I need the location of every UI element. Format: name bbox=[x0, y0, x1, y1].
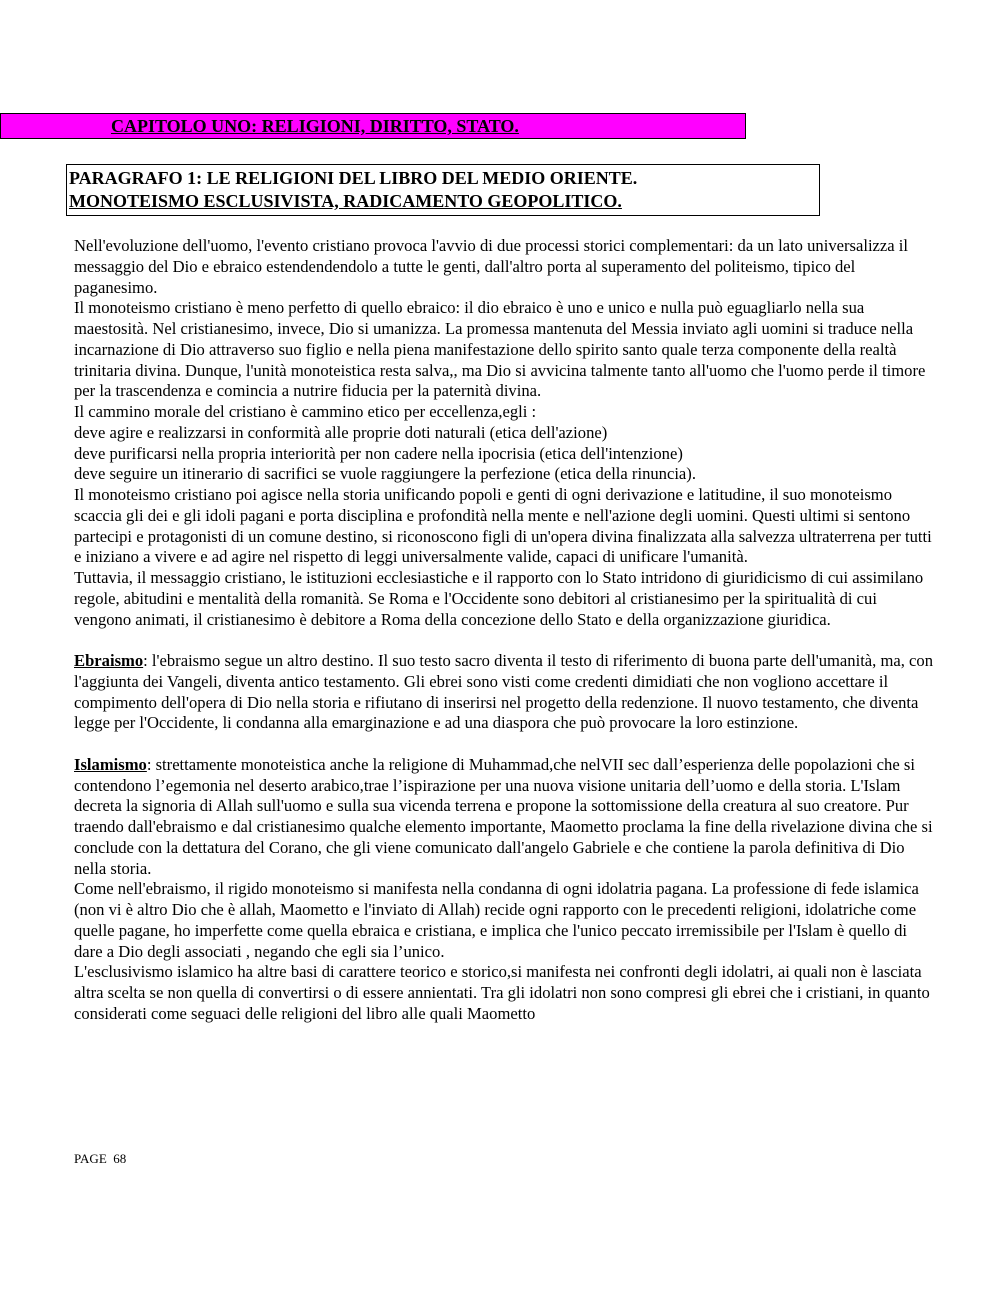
body-paragraph: Nell'evoluzione dell'uomo, l'evento cristiano provoca l'avvio di due processi storici complementari: da un lato universalizza il messaggio del Dio e ebraico estendendendolo a tutte le genti, dall'altro porta al superamento del politeismo, tipico del paganesimo. bbox=[74, 236, 909, 297]
document-body bbox=[74, 236, 936, 1025]
islamismo-section bbox=[74, 755, 936, 880]
ebraismo-term: Ebraismo bbox=[74, 651, 144, 670]
body-paragraph: Come nell'ebraismo, il rigido monoteismo si manifesta nella condanna di ogni idolatria pagana. La professione di fede islamica (non vi è altro Dio che è allah, Maometto e l'inviato di Allah) recide ogni rapporto con le precedenti religioni, idolatriche come quelle pagane, ho imperfette come quella ebraica e cristiana, e implica che l'unico peccato irremissibile per l'Islam è quello di dare a Dio degli associati , negando che egli sia l’unico. bbox=[74, 879, 919, 961]
paragraph-heading-line-2: MONOTEISMO ESCLUSIVISTA, RADICAMENTO GEOPOLITICO. bbox=[69, 191, 622, 211]
paragraph-heading-line-2-wrapper bbox=[69, 190, 819, 213]
body-list-line: deve purificarsi nella propria interiorità per non cadere nella ipocrisia (etica dell'intenzione) bbox=[74, 443, 683, 463]
body-paragraph: Il monoteismo cristiano è meno perfetto di quello ebraico: il dio ebraico è uno e unico e nulla può eguagliarlo nella sua maestosità. Nel cristianesimo, invece, Dio si umanizza. La promessa mantenuta del Messia inviato agli uomini si traduce nella incarnazione di Dio attraverso suo figlio e nella piena manifestazione dello spirito santo quale terza componente della realtà trinitaria divina. Dunque, l'unità monoteistica resta salva,, ma Dio si avvicina talmente tanto all'uomo che l'uomo perde il timore per la trascendenza e comincia a nutrire fiducia per la paternità divina. bbox=[74, 298, 926, 401]
paragraph-spacer bbox=[74, 734, 936, 755]
body-list-line: deve agire e realizzarsi in conformità alle proprie doti naturali (etica dell'azione) bbox=[74, 422, 608, 442]
islamismo-text: : strettamente monoteistica anche la religione di Muhammad,che nelVII sec dall’esperienza delle popolazioni che si contendono l’egemonia nel deserto arabico,trae l’ispirazione per una nuova visione unitaria dell’uomo e della storia. L'Islam decreta la signoria di Allah sull'uomo e sulla sua vicenda terrena e propone la sottomissione della creatura al suo creatore. Pur traendo dall'ebraismo e dal cristianesimo qualche elemento importante, Maometto proclama la fine della rivelazione divina che si conclude con la dettatura del Corano, che gli viene comunicato dall'angelo Gabriele e che contiene la parola definitiva di Dio nella storia. bbox=[74, 754, 933, 878]
body-paragraph: Il cammino morale del cristiano è cammino etico per eccellenza,egli : bbox=[74, 402, 537, 421]
body-paragraph: Il monoteismo cristiano poi agisce nella storia unificando popoli e genti di ogni derivazione e latitudine, il suo monoteismo scaccia gli dei e gli idoli pagani e porta disciplina e profondità nella mente e nell'azione degli uomini. Questi ultimi si sentono partecipi e protagonisti di un comune destino, si riconoscono figli di un'opera divina finalizzata alla salvezza ultraterrena per tutti e iniziano a vivere e ad agire nel rispetto di leggi universalmente valide, capaci di unificare l'umanità. bbox=[74, 485, 932, 567]
paragraph-heading-line-1: PARAGRAFO 1: LE RELIGIONI DEL LIBRO DEL MEDIO ORIENTE. bbox=[69, 168, 638, 188]
page-number: PAGE 68 bbox=[74, 1151, 127, 1166]
body-paragraph: Tuttavia, il messaggio cristiano, le istituzioni ecclesiastiche e il rapporto con lo Stato intridono di giuridicismo di cui assimilano regole, abitudini e mentalità della romanità. Se Roma e l'Occidente sono debitori al cristianesimo per la spiritualità di cui vengono animati, il cristianesimo è debitore a Roma della concezione dello Stato e della organizzazione giuridica. bbox=[74, 568, 924, 629]
chapter-heading-box bbox=[0, 113, 746, 139]
body-paragraph: L'esclusivismo islamico ha altre basi di carattere teorico e storico,si manifesta nei confronti degli idolatri, ai quali non è lasciata altra scelta se non quella di convertirsi o di essere annientati. Tra gli idolatri non sono compresi gli ebrei che i cristiani, in quanto considerati come seguaci delle religioni del libro alle quali Maometto bbox=[74, 962, 930, 1023]
ebraismo-section bbox=[74, 651, 936, 734]
body-list-line: deve seguire un itinerario di sacrifici se vuole raggiungere la perfezione (etica della rinuncia). bbox=[74, 464, 696, 484]
paragraph-spacer bbox=[74, 630, 936, 651]
paragraph-heading-box bbox=[66, 164, 820, 216]
chapter-title: CAPITOLO UNO: RELIGIONI, DIRITTO, STATO. bbox=[111, 116, 519, 136]
islamismo-term: Islamismo bbox=[74, 754, 147, 774]
ebraismo-text: : l'ebraismo segue un altro destino. Il suo testo sacro diventa il testo di riferimento di buona parte dell'umanità, ma, con l'aggiunta dei Vangeli, diventa antico testamento. Gli ebrei sono visti come credenti dimidiati che non vogliono accettare il compimento dell'opera di Dio nella storia e rifiutano di inserirsi nel progetto della redenzione. Il nuovo testamento, che diventa legge per l'Occidente, li condanna alla emarginazione e ad una diaspora che può provocare la loro estinzione. bbox=[74, 651, 933, 733]
